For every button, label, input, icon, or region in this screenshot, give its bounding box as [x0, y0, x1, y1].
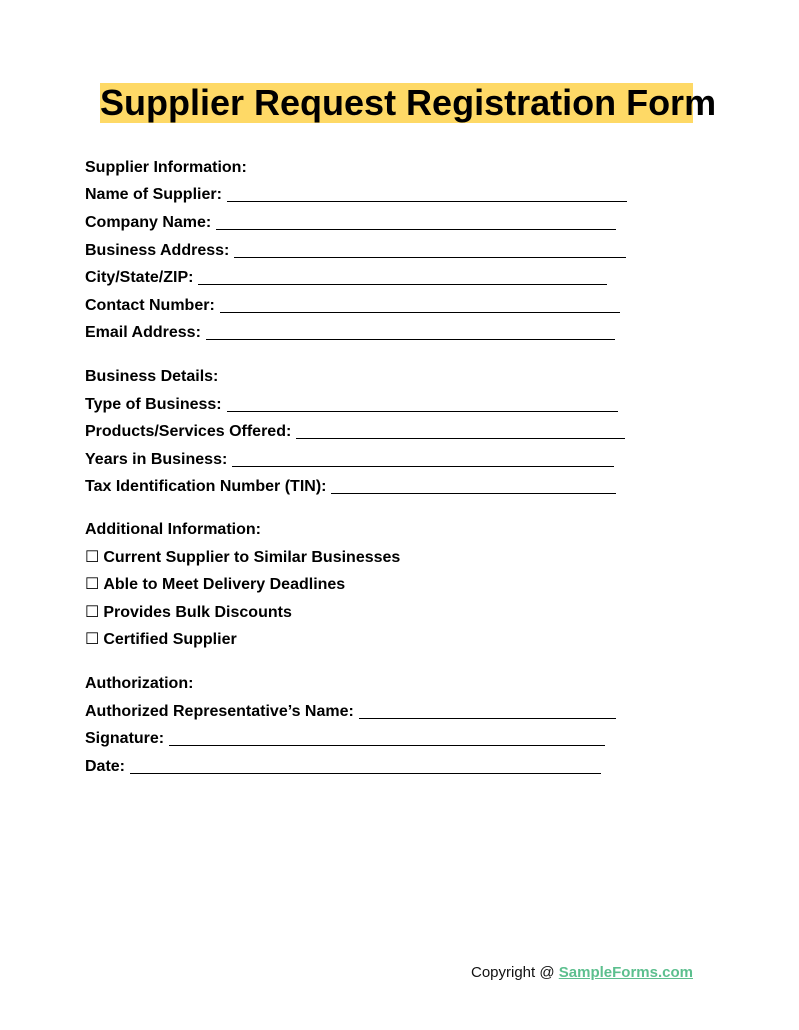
option-label: Certified Supplier: [103, 631, 237, 648]
checkbox-option[interactable]: [85, 548, 400, 568]
option-label: Able to Meet Delivery Deadlines: [103, 576, 346, 593]
field-city-state-zip[interactable]: [85, 268, 607, 288]
field-label: Contact Number:: [85, 297, 215, 314]
checkbox-icon[interactable]: ☐: [85, 549, 100, 566]
section-heading: Additional Information:: [85, 521, 261, 538]
blank-line[interactable]: [216, 229, 616, 230]
field-label: Name of Supplier:: [85, 186, 222, 203]
field-name-of-supplier[interactable]: [85, 185, 627, 205]
field-label: Email Address:: [85, 324, 201, 341]
field-contact-number[interactable]: [85, 296, 620, 316]
checkbox-icon[interactable]: ☐: [85, 576, 100, 593]
blank-line[interactable]: [232, 466, 614, 467]
field-label: Business Address:: [85, 242, 230, 259]
checkbox-icon[interactable]: ☐: [85, 604, 100, 621]
option-label: Current Supplier to Similar Businesses: [103, 549, 401, 566]
field-label: Signature:: [85, 730, 165, 747]
blank-line[interactable]: [198, 284, 607, 285]
checkbox-option[interactable]: [85, 603, 292, 623]
field-label: Products/Services Offered:: [85, 423, 292, 440]
field-label: Type of Business:: [85, 396, 222, 413]
field-representative-name[interactable]: [85, 702, 616, 722]
field-type-of-business[interactable]: [85, 395, 618, 415]
checkbox-icon[interactable]: ☐: [85, 631, 100, 648]
blank-line[interactable]: [331, 493, 616, 494]
copyright-text: Copyright @: [471, 964, 559, 981]
field-label: Authorized Representative’s Name:: [85, 703, 354, 720]
field-products-services[interactable]: [85, 422, 625, 442]
field-label: Tax Identification Number (TIN):: [85, 478, 327, 495]
field-date[interactable]: [85, 757, 601, 777]
section-heading: Supplier Information:: [85, 159, 247, 176]
field-signature[interactable]: [85, 729, 605, 749]
blank-line[interactable]: [296, 438, 625, 439]
field-business-address[interactable]: [85, 241, 626, 261]
blank-line[interactable]: [234, 257, 626, 258]
field-label: Years in Business:: [85, 451, 228, 468]
blank-line[interactable]: [169, 745, 605, 746]
field-company-name[interactable]: [85, 213, 616, 233]
blank-line[interactable]: [227, 201, 627, 202]
option-label: Provides Bulk Discounts: [103, 604, 292, 621]
blank-line[interactable]: [130, 773, 601, 774]
checkbox-option[interactable]: [85, 575, 345, 595]
blank-line[interactable]: [359, 718, 616, 719]
field-years-in-business[interactable]: [85, 450, 614, 470]
blank-line[interactable]: [206, 339, 615, 340]
field-tin[interactable]: [85, 477, 616, 497]
sampleforms-link[interactable]: SampleForms.com: [558, 964, 693, 981]
field-label: Date:: [85, 758, 126, 775]
checkbox-option[interactable]: [85, 630, 237, 650]
field-label: City/State/ZIP:: [85, 269, 194, 286]
blank-line[interactable]: [220, 312, 620, 313]
page-title: Supplier Request Registration Form: [100, 82, 717, 123]
copyright-footer: [471, 964, 693, 981]
field-email-address[interactable]: [85, 323, 615, 343]
section-heading: Business Details:: [85, 368, 219, 385]
section-heading: Authorization:: [85, 675, 194, 692]
field-label: Company Name:: [85, 214, 212, 231]
blank-line[interactable]: [227, 411, 618, 412]
